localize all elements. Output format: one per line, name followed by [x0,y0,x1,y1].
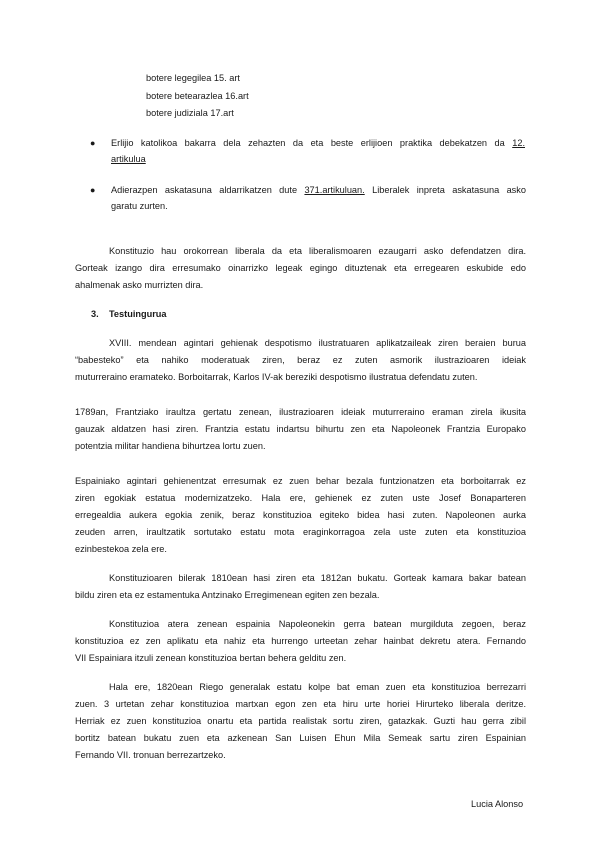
article-link[interactable]: 371.artikuluan. [304,185,365,195]
section-title: Testuingurua [109,309,167,319]
list-item: botere betearazlea 16.art [146,91,249,101]
paragraph-line: ahalmenak asko murrizten dira. [75,280,204,290]
paragraph-line: Konstituzioaren bilerak 1810ean hasi ziren eta 1812an bukatu. Gorteak kamara bakar batean [109,573,526,583]
paragraph-line: Hala ere, 1820ean Riego generalak estatu kolpe bat eman zuen eta konstituzioa berrezarri [109,682,526,692]
paragraph-line: ezinbestekoa zela ere. [75,544,167,554]
article-link[interactable]: 12. [512,138,525,148]
paragraph-line: ziren egokiak estatua modernizatzeko. Hala ere, gehienek ez zuten uste Josef Bonaparteren [75,493,526,503]
paragraph-line: potentzia militar handiena bihurtzea lortu zuen. [75,441,266,451]
section-number: 3. [91,309,99,319]
paragraph-line: Konstituzioa atera zenean espainia Napoleonekin gerra batean murgilduta zegoen, beraz [109,619,526,629]
bullet-icon: ● [90,138,96,148]
list-item: botere legegilea 15. art [146,73,240,83]
bullet-icon: ● [90,185,96,195]
paragraph-line: zuen. 3 urtetan zehar konstituzioa martxan egon zen eta hiru urte horiei Hirurteko liberala deritze. [75,699,526,709]
paragraph-line: Espainiako agintari gehienentzat erresumak ez zuen behar bezala funtzionatzen eta borboitarrak ez [75,476,526,486]
paragraph-line: bortitz batean bukatu zuen eta azkenean San Luisen Ehun Mila Semeak sartu ziren Espainian [75,733,526,743]
paragraph-line: bildu ziren eta ez estamentuka Antzinako Erregimenean egiten zen bezala. [75,590,380,600]
bullet-text: Adierazpen askatasuna aldarrikatzen dute 371.artikuluan. Liberalek inpreta askatasuna asko [111,185,526,195]
paragraph-line: gauzak aldatzen hasi ziren. Frantzia estatu indartsu bihurtu zen eta Napoleonek Frantzia Europako [75,424,526,434]
paragraph-line: Fernando VII. tronuan berrezartzeko. [75,750,226,760]
paragraph-line: Herriak ez zuen konstituzioa onartu eta partida realistak sortu ziren, gatazkak. Guzti hau gerra zibil [75,716,526,726]
paragraph-line: muturreraino eramateko. Borboitarrak, Karlos IV-ak bereziki despotismo ilustratua defendatu zuten. [75,372,478,382]
bullet-text: garatu zurten. [111,201,168,211]
paragraph-line: Konstituzio hau orokorrean liberala da eta liberalismoaren ezaugarri asko defendatzen dira. [109,246,526,256]
paragraph-line: “babesteko” eta nahiko moderatuak ziren, beraz ez zuten asmorik ilustrazioaren ideiak [75,355,526,365]
paragraph-line: konstituzioa ez zen aplikatu eta nahiz eta hurrengo urteetan zehar hainbat dekretu atera. Fernando [75,636,526,646]
bullet-text [111,153,146,165]
footer-author: Lucia Alonso [471,799,524,809]
paragraph-line: VII Espainiara itzuli zenean konstituzioa bertan behera gelditu zen. [75,653,347,663]
paragraph-line: 1789an, Frantziako iraultza gertatu zenean, ilustrazioaren ideiak muturreraino eraman zirela ikusita [75,407,526,417]
paragraph-line: zeuden arren, iraultzatik sortutako estatu mota eraginkorragoa zela uste zuten eta konstituzioa [75,527,526,537]
bullet-text: Erlijio katolikoa bakarra dela zehazten da eta beste erlijioen praktika debekatzen da 12. [111,138,525,148]
list-item: botere judiziala 17.art [146,108,234,118]
paragraph-line: erregealdia aukera egokia zenik, beraz konstituzioa egiteko bidea hasi zuten. Napoleonen aurka [75,510,526,520]
article-link[interactable]: artikulua [111,154,146,164]
paragraph-line: Gorteak izango dira erresumako oinarrizko legeak egingo dituztenak eta erregearen eskubide edo [75,263,526,273]
paragraph-line: XVIII. mendean agintari gehienak despotismo ilustratuaren aplikatzaileak ziren beraien burua [109,338,526,348]
